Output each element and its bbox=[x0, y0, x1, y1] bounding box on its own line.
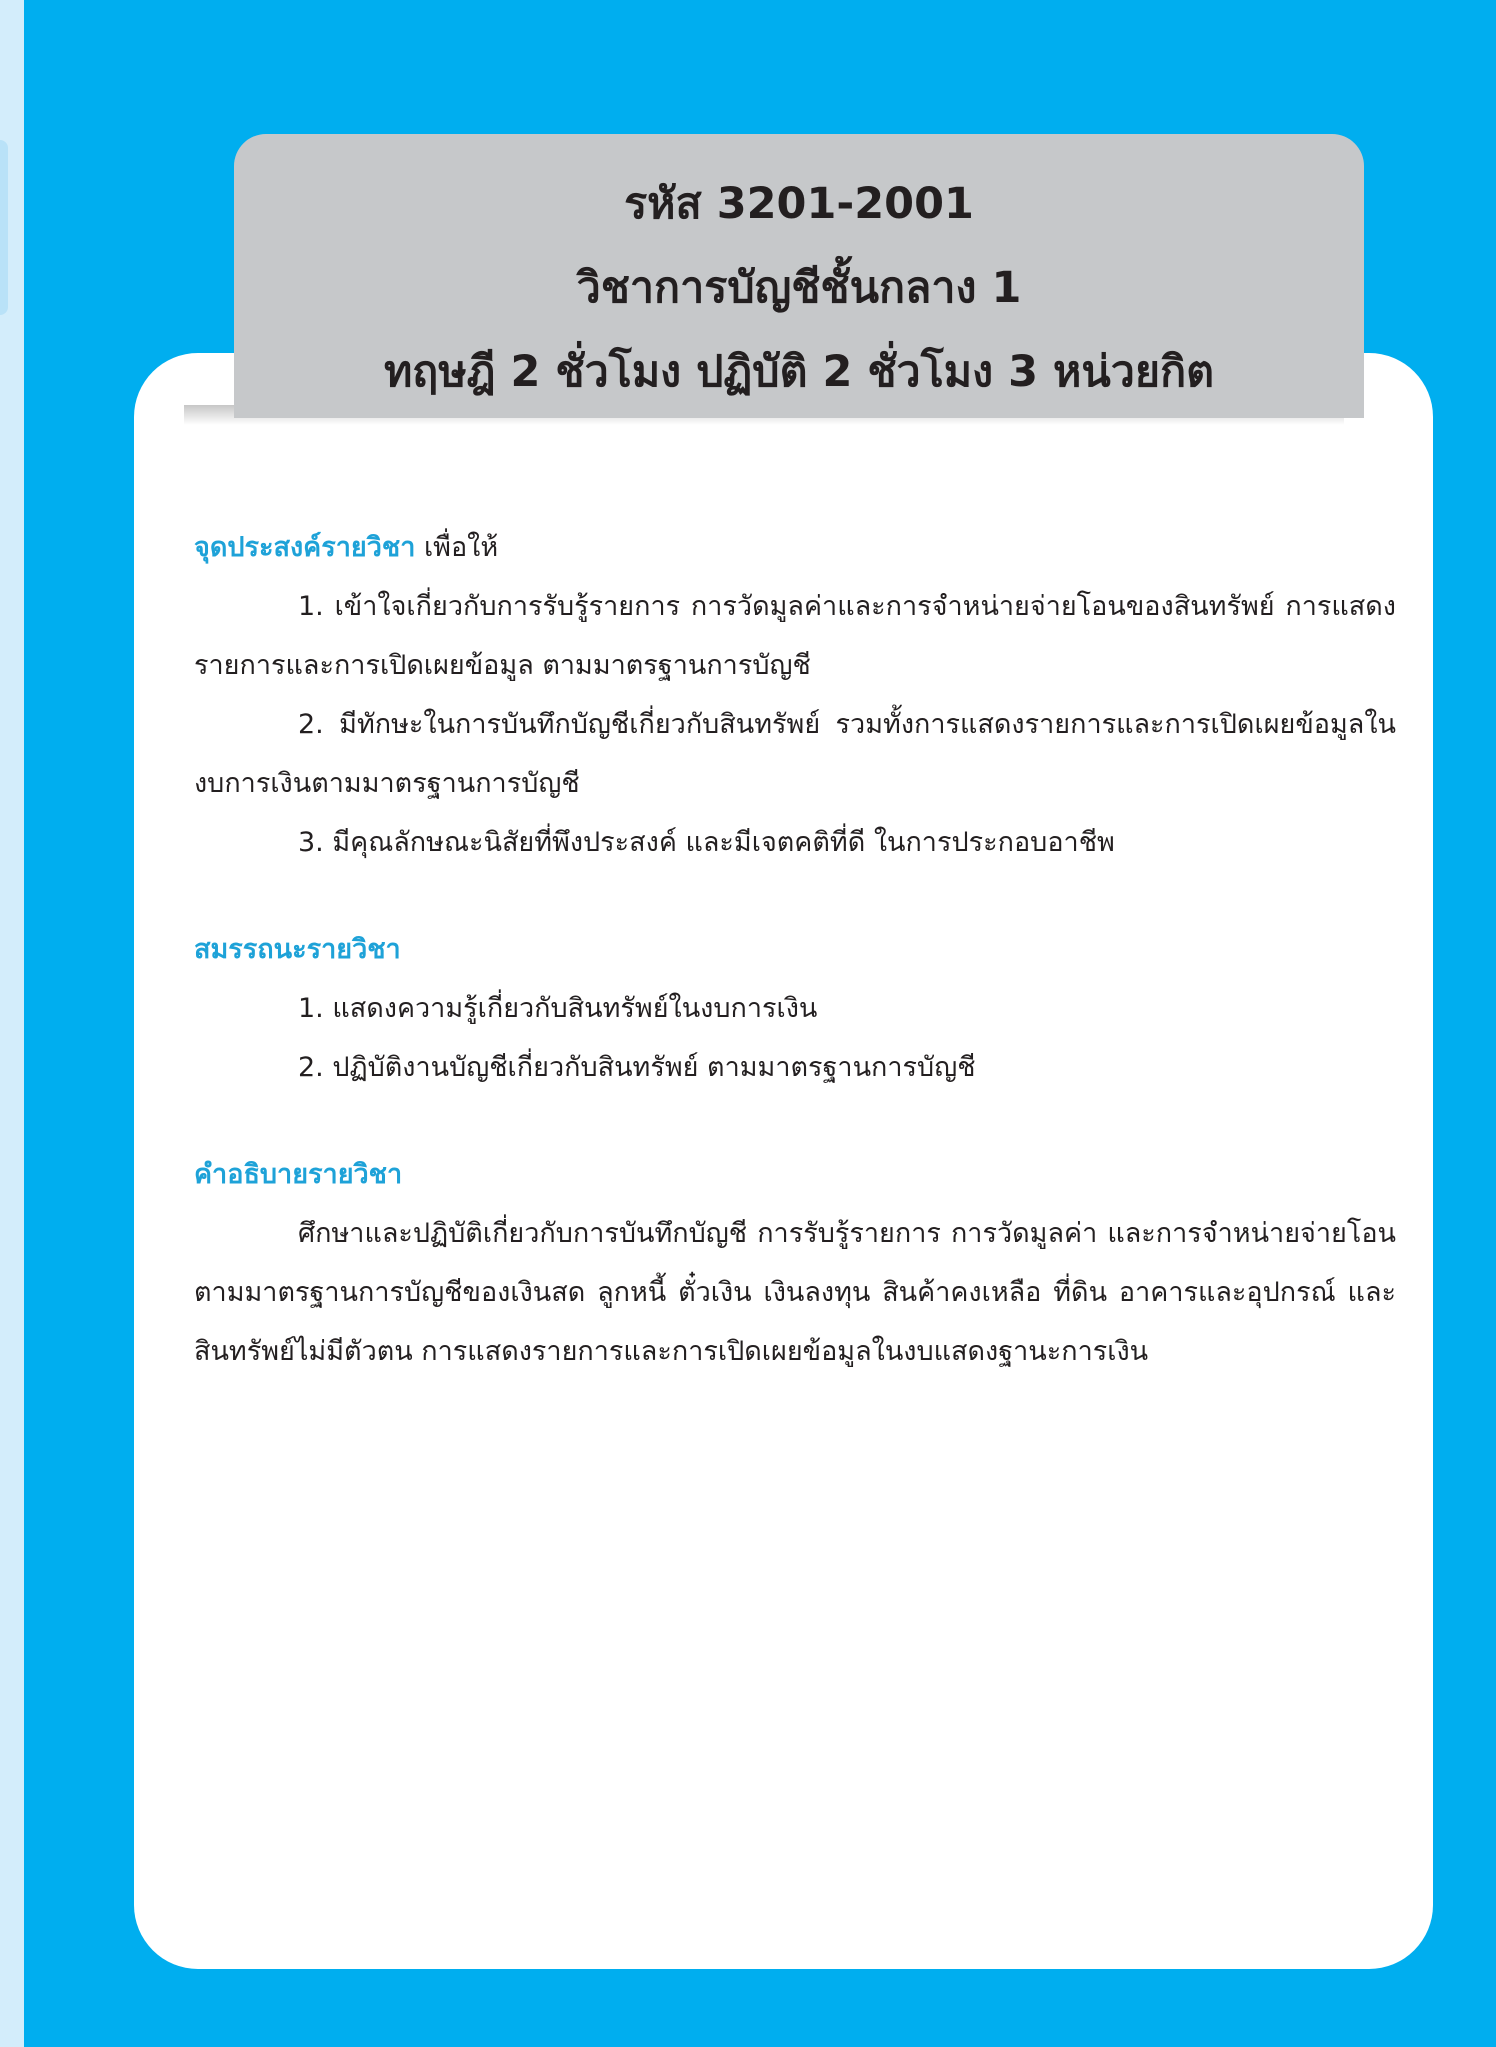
section-gap bbox=[194, 872, 1396, 920]
competencies-heading: สมรรถนะรายวิชา bbox=[194, 934, 401, 965]
course-header bbox=[234, 134, 1364, 418]
course-code: รหัส 3201-2001 bbox=[624, 179, 974, 229]
competency-item-2: 2. ปฏิบัติงานบัญชีเกี่ยวกับสินทรัพย์ ตามมาตรฐานการบัญชี bbox=[298, 1052, 976, 1083]
competencies-section bbox=[194, 920, 1396, 1097]
objective-item-3: 3. มีคุณลักษณะนิสัยที่พึงประสงค์ และมีเจตคติที่ดี ในการประกอบอาชีพ bbox=[298, 827, 1115, 858]
description-heading: คำอธิบายรายวิชา bbox=[194, 1159, 403, 1190]
description-heading-line bbox=[194, 1145, 1396, 1204]
description-section bbox=[194, 1145, 1396, 1381]
section-gap bbox=[194, 1097, 1396, 1145]
objective-item-1: 1. เข้าใจเกี่ยวกับการรับรู้รายการ การวัดมูลค่าและการจำหน่ายจ่ายโอนของสินทรัพย์ การแสดงรายการและการเปิดเผยข้อมูล ตามมาตรฐานการบัญชี bbox=[194, 591, 1396, 681]
competencies-heading-line bbox=[194, 920, 1396, 979]
objectives-section bbox=[194, 518, 1396, 872]
left-margin-strip bbox=[0, 0, 24, 2047]
objective-item-2: 2. มีทักษะในการบันทึกบัญชีเกี่ยวกับสินทรัพย์ รวมทั้งการแสดงรายการและการเปิดเผยข้อมูลในงบการเงินตามมาตรฐานการบัญชี bbox=[194, 709, 1396, 799]
objectives-heading: จุดประสงค์รายวิชา bbox=[194, 532, 416, 563]
competency-item-1: 1. แสดงความรู้เกี่ยวกับสินทรัพย์ในงบการเงิน bbox=[298, 993, 818, 1024]
objectives-heading-line bbox=[194, 518, 1396, 577]
page-edge-tab bbox=[0, 140, 8, 315]
course-title: วิชาการบัญชีชั้นกลาง 1 bbox=[576, 263, 1022, 313]
course-content bbox=[194, 518, 1396, 1381]
description-text: ศึกษาและปฏิบัติเกี่ยวกับการบันทึกบัญชี การรับรู้รายการ การวัดมูลค่า และการจำหน่ายจ่ายโอนตามมาตรฐานการบัญชีของเงินสด ลูกหนี้ ตั๋วเงิน เงินลงทุน สินค้าคงเหลือ ที่ดิน อาคารและอุปกรณ์ และสินทรัพย์ไม่มีตัวตน การแสดงรายการและการเปิดเผยข้อมูลในงบแสดงฐานะการเงิน bbox=[194, 1218, 1396, 1367]
objectives-intro: เพื่อให้ bbox=[415, 532, 499, 563]
course-hours: ทฤษฎี 2 ชั่วโมง ปฏิบัติ 2 ชั่วโมง 3 หน่วยกิต bbox=[383, 347, 1215, 397]
